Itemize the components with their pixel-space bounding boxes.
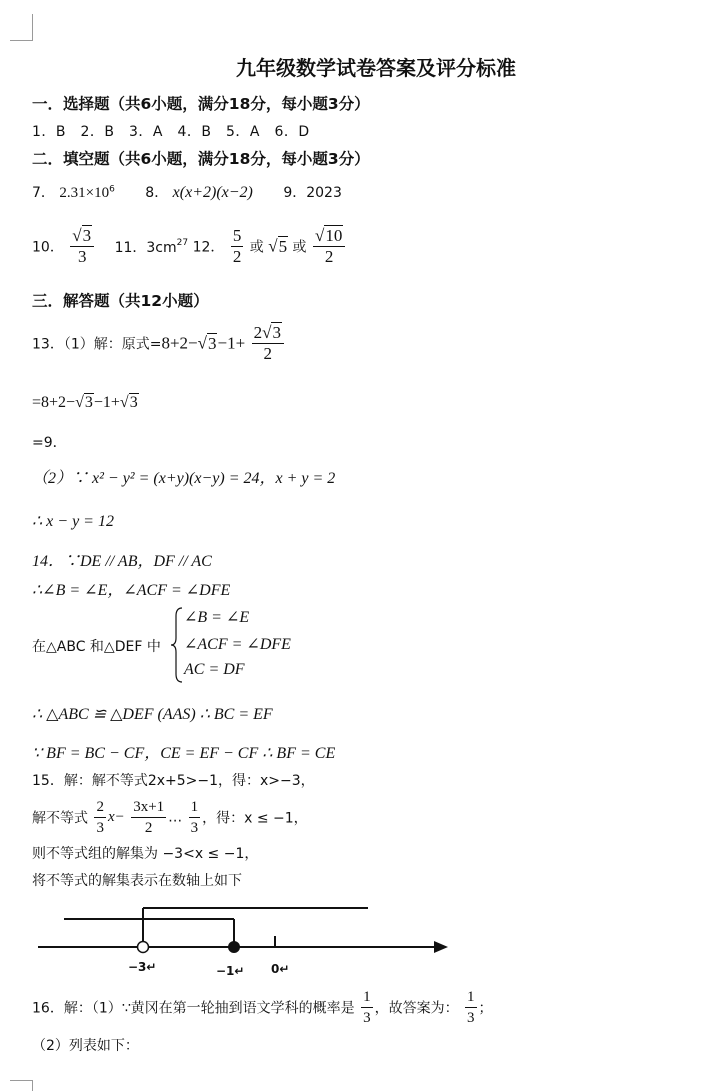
fraction-q12: $\frac{5}{2}$ xyxy=(232,226,242,266)
solid-point-minus-1 xyxy=(228,941,240,953)
q13-part1-line1: 13．（1）解：原式=8+2−√3−1+ $\frac{2√3}{2}$ xyxy=(32,323,286,364)
q14-conclusion: ∵ BF = BC − CF，CE = EF − CF ∴ BF = CE xyxy=(32,745,336,762)
q14-system-eq2: ∠ACF = ∠DFE xyxy=(184,636,291,653)
q14-line1: 14．∵DE // AB，DF // AC xyxy=(32,553,212,570)
q16-line1: 16．解：（1）∵黄冈在第一轮抽到语文学科的概率是 $\frac{1}{3}$ ，故答案为： $\frac{1}{3}$ ； xyxy=(32,989,493,1026)
q16-line2: （2）列表如下： xyxy=(32,1038,139,1054)
brace-icon xyxy=(170,606,184,684)
page-corner-mark xyxy=(10,14,33,41)
q13-part2-result: ∴ x − y = 12 xyxy=(32,513,114,530)
q13-part1-result: =9． xyxy=(32,435,67,451)
q13-part1-line2: =8+2−√3−1+√3 xyxy=(32,394,138,411)
fill-answers-row2: 10． $\frac{√3}{3}$ 11．$3cm^{27}$ 12． $\frac{5}{2}$ 或 √5 或 $\frac{√10}{2}$ xyxy=(32,226,347,267)
nl-label-minus-1: −1↵ xyxy=(216,964,245,978)
q14-line2: ∴∠B = ∠E，∠ACF = ∠DFE xyxy=(32,582,231,599)
q14-system-eq3: AC = DF xyxy=(184,661,245,678)
q14-in-triangles: 在△ABC 和△DEF 中 xyxy=(32,639,161,655)
arrow-icon xyxy=(434,941,448,953)
section-solve-heading: 三．解答题（共12小题） xyxy=(32,292,209,310)
fraction-q12-alt: $\frac{√10}{2}$ xyxy=(313,226,345,267)
nl-label-zero: 0↵ xyxy=(271,962,290,976)
page-title: 九年级数学试卷答案及评分标准 xyxy=(236,56,516,80)
q14-system-eq1: ∠B = ∠E xyxy=(184,609,250,626)
q14-congruence: ∴ △ABC ≌ △DEF (AAS) ∴ BC = EF xyxy=(32,706,273,723)
q15-line3: 则不等式组的解集为 −3<x ≤ −1， xyxy=(32,846,259,862)
q13-part2-given: （2）∵ x² − y² = (x+y)(x−y) = 24，x + y = 2 xyxy=(32,470,336,487)
number-line xyxy=(30,900,460,980)
nl-label-minus-3: −3↵ xyxy=(128,960,157,974)
fill-answers-row1: 7． $2.31\times 10^6$ 8． x(x+2)(x−2) 9．2023 xyxy=(32,184,342,201)
section-choice-heading: 一．选择题（共6小题，满分18分，每小题3分） xyxy=(32,95,370,113)
q15-line4: 将不等式的解集表示在数轴上如下 xyxy=(32,873,242,889)
fraction-q10: $\frac{√3}{3}$ xyxy=(70,226,94,267)
section-fill-heading: 二．填空题（共6小题，满分18分，每小题3分） xyxy=(32,150,370,168)
open-point-minus-3 xyxy=(138,942,149,953)
page-corner-mark-bottom xyxy=(10,1080,33,1091)
q15-line1: 15．解：解不等式2x+5>−1，得：x>−3， xyxy=(32,773,315,789)
fraction-2sqrt3-over-2: $\frac{2√3}{2}$ xyxy=(252,323,284,364)
choice-answers: 1．B 2．B 3．A 4．B 5．A 6．D xyxy=(32,124,310,140)
q15-line2: 解不等式 $\frac{2}{3}$ x− $\frac{3x+1}{2}$ … $\frac{1}{3}$ ，得：x ≤ −1， xyxy=(32,799,308,836)
